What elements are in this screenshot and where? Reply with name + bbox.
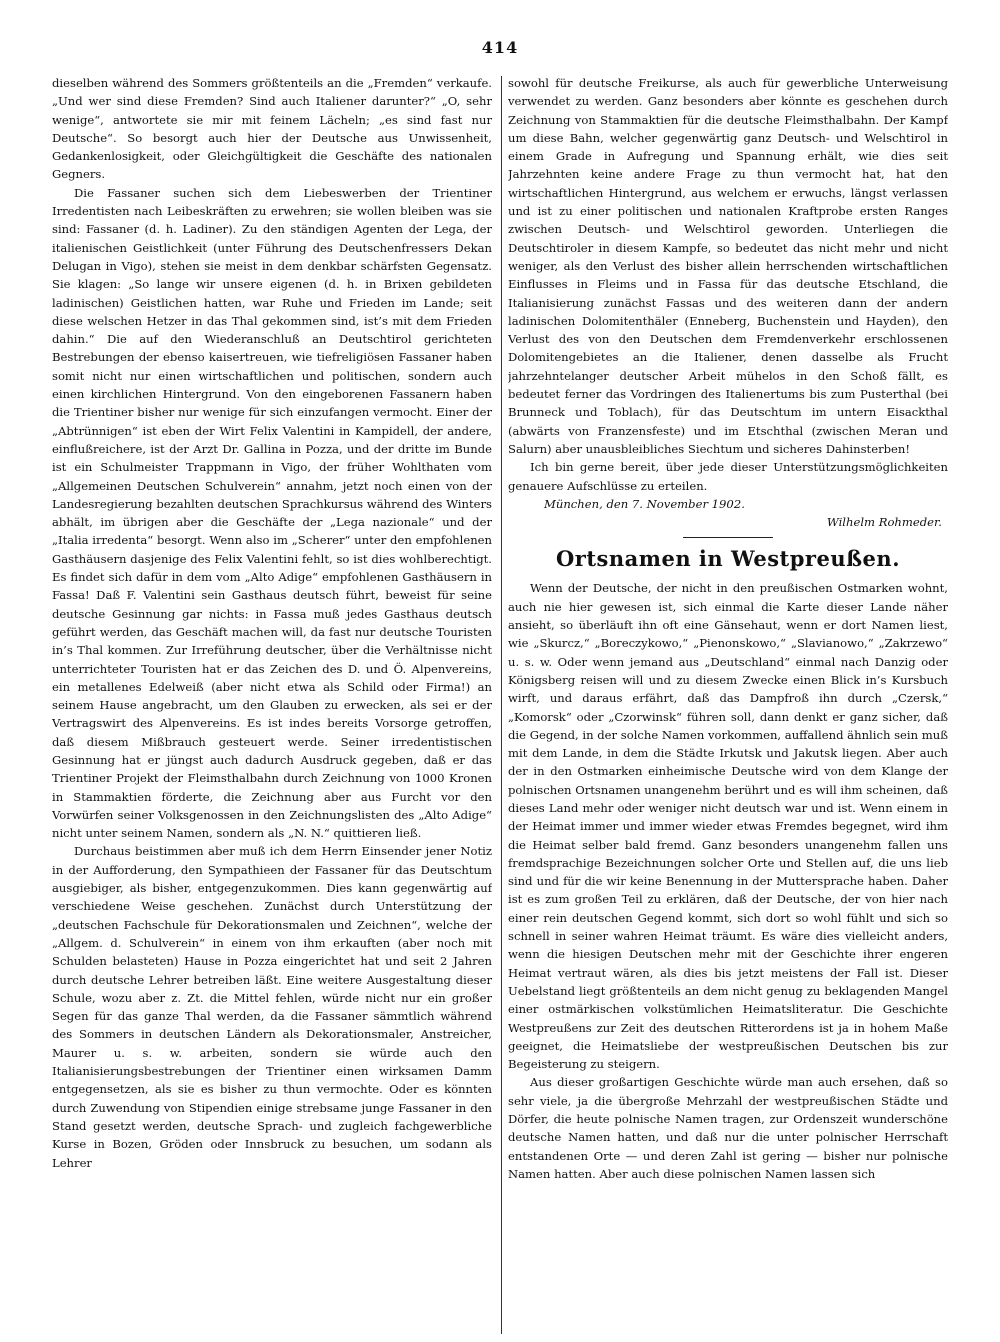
page-number: 414	[481, 38, 519, 57]
section-paragraph-2: Aus dieser großartigen Geschichte würde man auch ersehen, daß so sehr viele, ja die übergroße Mehrzahl der westpreußischen Städte und Dörfer, die heute polnische Namen tragen, zur Ordenszeit wunderschöne deutsche Namen hatten, und daß nur die unter polnischer Herrschaft entstandenen Orte — und deren Zahl ist gering — bisher nur polnische Namen hatten. Aber auch diese polnischen Namen lassen sich	[508, 1075, 948, 1181]
right-column	[508, 74, 948, 1336]
signature: Wilhelm Rohmeder.	[826, 515, 942, 530]
dateline: München, den 7. November 1902.	[544, 496, 745, 511]
right-paragraph-1: sowohl für deutsche Freikurse, als auch für gewerbliche Unterweisung verwendet zu werden. Ganz besonders aber könnte es geschehen durch Zeichnung von Stammaktien für die deutsche Fleimsthalbahn. Der Kampf um diese Bahn, welcher gegenwärtig ganz Deutsch- und Welschtirol in einem Grade in Aufregung und Spannung erhält, wie dies seit Jahrzehnten keine andere Frage zu thun vermocht hat, hat den wirtschaftlichen Hintergrund, aus welchem er erwuchs, längst verlassen und ist zu einer politischen und nationalen Kraftprobe ersten Ranges zwischen Deutsch- und Welschtirol geworden. Unterliegen die Deutschtiroler in diesem Kampfe, so bedeutet das nicht mehr und nicht weniger, als den Verlust des bisher allein herrschenden wirtschaftlichen Einflusses in Fleims und in Fassa für das deutsche Etschland, die Italianisierung zunächst Fassas und des weiteren dann der andern ladinischen Dolomitenthäler (Enneberg, Buchenstein und Hayden), den Verlust des von den Deutschen dem Fremdenverkehr erschlossenen Dolomitengebietes an die Italiener, denen dasselbe als Frucht jahrzehntelanger deutscher Arbeit mühelos in den Schoß fällt, es bedeutet ferner das Vordringen des Italienertums bis zum Pusterthal (bei Brunneck und Toblach), für das Deutschtum im untern Eisackthal (abwärts von Franzensfeste) und im Etschthal (zwischen Meran und Salurn) aber unausbleibliches Siechtum und sicheres Dahinsterben!	[508, 76, 948, 456]
left-paragraph-3: Durchaus beistimmen aber muß ich dem Herrn Einsender jener Notiz in der Aufforderung, den Sympathieen der Fassaner für das Deutschtum ausgiebiger, als bisher, entgegenzukommen. Dies kann gegenwärtig auf verschiedene Weise geschehen. Zunächst durch Unterstützung der „deutschen Fachschule für Dekorationsmalen und Zeichnen“, welche der „Allgem. d. Schulverein“ in einem von ihm erkauften (aber noch mit Schulden belasteten) Hause in Pozza eingerichtet hat und seit 2 Jahren durch deutsche Lehrer betreiben läßt. Eine weitere Ausgestaltung dieser Schule, wozu aber z. Zt. die Mittel fehlen, würde nicht nur ein großer Segen für das ganze Thal werden, da die Fassaner sämmtlich während des Sommers in deutschen Ländern als Dekorationsmaler, Anstreicher, Maurer u. s. w. arbeiten, sondern sie würde auch den Italianisierungsbestrebungen der Trientiner einen wirksamen Damm entgegensetzen, als sie es bisher zu thun vermochte. Oder es könnten durch Zuwendung von Stipendien einige strebsame junge Fassaner in den Stand gesetzt werden, deutsche Sprach- und zugleich fachgewerbliche Kurse in Bozen, Gröden oder Innsbruck zu besuchen, um sodann als Lehrer	[52, 844, 492, 1170]
left-paragraph-2: Die Fassaner suchen sich dem Liebeswerben der Trientiner Irredentisten nach Leibeskräften zu erwehren; sie wollen bleiben was sie sind: Fassaner (d. h. Ladiner). Zu den ständigen Agenten der Lega, der italienischen Geistlichkeit (unter Führung des Deutschenfressers Dekan Delugan in Vigo), stehen sie meist in dem denkbar schärfsten Gegensatz. Sie klagen: „So lange wir unsere eigenen (d. h. in Brixen gebildeten ladinischen) Geistlichen hatten, war Ruhe und Frieden im Lande; seit diese welschen Hetzer in das Thal gekommen sind, ist’s mit dem Frieden dahin.“ Die auf den Wiederanschluß an Deutschtirol gerichteten Bestrebungen der ebenso kaisertreuen, wie tiefreligiösen Fassaner haben somit nicht nur einen wirtschaftlichen und politischen, sondern auch einen kirchlichen Hintergrund. Von den eingeborenen Fassanern haben die Trientiner bisher nur wenige für sich einzufangen vermocht. Einer der „Abtrünnigen“ ist eben der Wirt Felix Valentini in Kampidell, der andere, einflußreichere, ist der Arzt Dr. Gallina in Pozza, und der dritte im Bunde ist ein Schulmeister Trappmann in Vigo, der früher Wohlthaten vom „Allgemeinen Deutschen Schulverein“ annahm, jetzt noch einen von der Landesregierung bezahlten deutschen Sprachkursus während des Winters abhält, im übrigen aber die Geschäfte der „Lega nazionale“ und der „Italia irredenta“ besorgt. Wenn also im „Scherer“ unter den empfohlenen Gasthäusern dasjenige des Felix Valentini fehlt, so ist dies wohlberechtigt. Es findet sich dafür in dem vom „Alto Adige“ empfohlenen Gasthäusern in Fassa! Daß F. Valentini sein Gasthaus deutsch führt, beweist für seine deutsche Gesinnung gar nichts: in Fassa muß jedes Gasthaus deutsch geführt werden, das Geschäft machen will, da fast nur deutsche Touristen in’s Thal kommen. Zur Irreführung deutscher, über die Verhältnisse nicht unterrichteter Touristen hat er das Zeichen des D. und Ö. Alpenvereins, ein metallenes Edelweiß (aber nicht etwa als Schild oder Firma!) an seinem Hause angebracht, um den Glauben zu erwecken, als sei er der Vertragswirt des Alpenvereins. Es ist indes bereits Vorsorge getroffen, daß diesem Mißbrauch gesteuert werde. Seiner irredentistischen Gesinnung hat er jüngst auch dadurch Ausdruck gegeben, daß er das Trientiner Projekt der Fleimsthalbahn durch Zeichnung von 1000 Kronen in Stammaktien förderte, die Zeichnung aber aus Furcht vor den Vorwürfen seiner Volksgenossen in den Zeichnungslisten des „Alto Adige“ nicht unter seinem Namen, sondern als „N. N.“ quittieren ließ.	[52, 185, 492, 841]
left-column	[52, 74, 492, 1336]
left-paragraph-1: dieselben während des Sommers größtenteils an die „Fremden“ verkaufe. „Und wer sind diese Fremden? Sind auch Italiener darunter?“ „O, sehr wenige“, antwortete sie mir mit feinem Lächeln; „es sind fast nur Deutsche“. So besorgt auch hier der Deutsche aus Unwissenheit, Gedankenlosigkeit, oder Gleichgültigkeit die Geschäfte des nationalen Gegners.	[52, 76, 492, 182]
column-divider	[501, 76, 502, 1334]
section-rule	[683, 537, 773, 538]
section-title: Ortsnamen in Westpreußen.	[556, 546, 900, 572]
right-paragraph-2: Ich bin gerne bereit, über jede dieser Unterstützungsmöglichkeiten genauere Aufschlüsse zu erteilen.	[508, 460, 948, 493]
section-paragraph-1: Wenn der Deutsche, der nicht in den preußischen Ostmarken wohnt, auch nie hier gewesen ist, sich einmal die Karte dieser Lande näher ansieht, so überläuft ihn oft eine Gänsehaut, wenn er dort Namen liest, wie „Skurcz,“ „Boreczykowo,“ „Pienonskowo,“ „Slavianowo,“ „Zakrzewo“ u. s. w. Oder wenn jemand aus „Deutschland“ einmal nach Danzig oder Königsberg reisen will und zu diesem Zwecke einen Blick in’s Kursbuch wirft, und daraus erfährt, daß das Dampfroß ihn durch „Czersk,“ „Komorsk“ oder „Czorwinsk“ führen soll, dann denkt er ganz sicher, daß die Gegend, in der solche Namen vorkommen, auffallend ähnlich sein muß mit dem Lande, in dem die Städte Irkutsk und Jakutsk liegen. Aber auch der in den Ostmarken einheimische Deutsche wird von dem Klange der polnischen Ortsnamen unangenehm berührt und es will ihm scheinen, daß dieses Land mehr oder weniger nicht deutsch war und ist. Wenn einem in der Heimat immer und immer wieder etwas Fremdes begegnet, wird ihm die Heimat selber bald fremd. Ganz besonders unangenehm fallen uns fremdsprachige Bezeichnungen solcher Orte und Stellen auf, die uns lieb sind und für die wir keine Benennung in der Muttersprache haben. Daher ist es zum großen Teil zu erklären, daß der Deutsche, der von hier nach einer rein deutschen Gegend kommt, sich dort so wohl fühlt und sich so schnell in seiner wahren Heimat träumt. Es wäre dies vielleicht anders, wenn die hiesigen Deutschen mehr mit der Geschichte ihrer engeren Heimat vertraut wären, als dies bis jetzt meistens der Fall ist. Dieser Uebelstand liegt größtenteils an dem nicht genug zu beklagenden Mangel einer ostmärkischen volkstümlichen Heimatsliteratur. Die Geschichte Westpreußens zur Zeit des deutschen Ritterordens ist ja in hohem Maße geeignet, die Heimatsliebe der westpreußischen Deutschen bis zur Begeisterung zu steigern.	[508, 581, 948, 1072]
